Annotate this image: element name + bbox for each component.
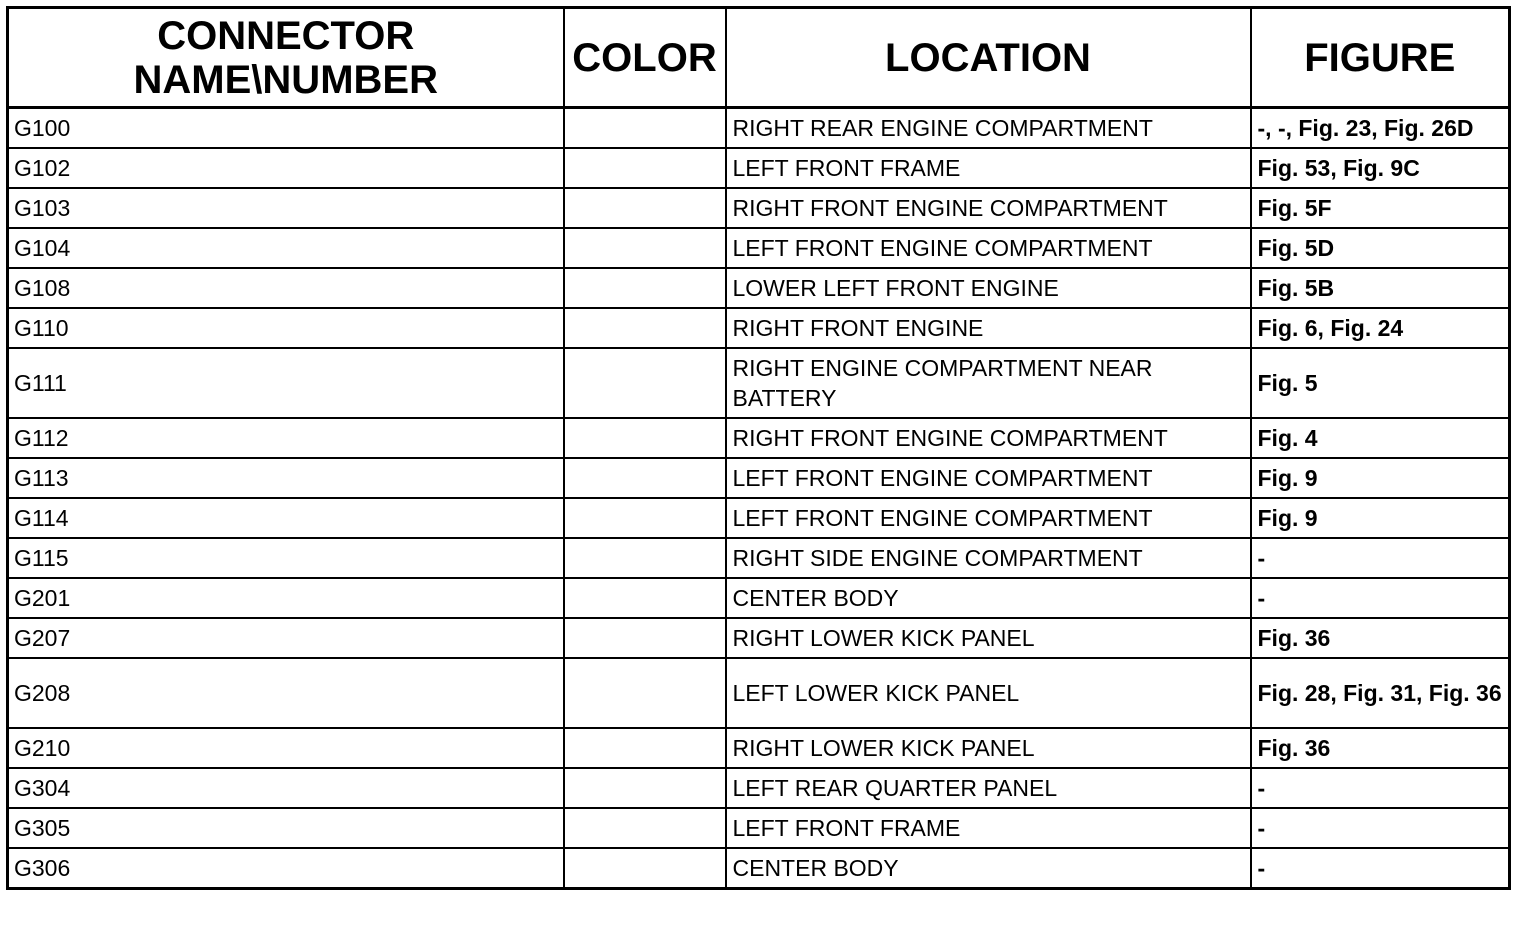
color-cell <box>564 188 726 228</box>
connector-cell: G112 <box>8 418 564 458</box>
connector-cell: G306 <box>8 848 564 889</box>
table-row <box>8 808 1510 848</box>
color-cell <box>564 268 726 308</box>
location-cell: LEFT FRONT ENGINE COMPARTMENT <box>726 228 1251 268</box>
connector-cell: G210 <box>8 728 564 768</box>
header-location: LOCATION <box>726 8 1251 108</box>
connector-cell: G115 <box>8 538 564 578</box>
color-cell <box>564 578 726 618</box>
figure-cell: Fig. 5B <box>1251 268 1510 308</box>
color-cell <box>564 618 726 658</box>
location-cell: RIGHT FRONT ENGINE COMPARTMENT <box>726 418 1251 458</box>
connector-cell: G304 <box>8 768 564 808</box>
connector-cell: G208 <box>8 658 564 728</box>
location-cell: CENTER BODY <box>726 848 1251 889</box>
connector-cell: G104 <box>8 228 564 268</box>
location-cell: LEFT FRONT FRAME <box>726 808 1251 848</box>
table-row <box>8 108 1510 149</box>
location-cell: LEFT REAR QUARTER PANEL <box>726 768 1251 808</box>
connector-cell: G108 <box>8 268 564 308</box>
table-row <box>8 658 1510 728</box>
figure-cell: Fig. 5D <box>1251 228 1510 268</box>
figure-cell: -, -, Fig. 23, Fig. 26D <box>1251 108 1510 149</box>
figure-cell: Fig. 9 <box>1251 458 1510 498</box>
connector-cell: G111 <box>8 348 564 418</box>
figure-cell: Fig. 28, Fig. 31, Fig. 36 <box>1251 658 1510 728</box>
table-row <box>8 148 1510 188</box>
header-figure: FIGURE <box>1251 8 1510 108</box>
location-cell: LEFT LOWER KICK PANEL <box>726 658 1251 728</box>
figure-cell: Fig. 5F <box>1251 188 1510 228</box>
table-row <box>8 308 1510 348</box>
location-cell: RIGHT SIDE ENGINE COMPARTMENT <box>726 538 1251 578</box>
table-row <box>8 728 1510 768</box>
table-row <box>8 188 1510 228</box>
figure-cell: - <box>1251 578 1510 618</box>
connector-cell: G103 <box>8 188 564 228</box>
table-row <box>8 618 1510 658</box>
table-row <box>8 418 1510 458</box>
header-color: COLOR <box>564 8 726 108</box>
location-cell: RIGHT FRONT ENGINE <box>726 308 1251 348</box>
table-row <box>8 458 1510 498</box>
connector-cell: G207 <box>8 618 564 658</box>
figure-cell: - <box>1251 848 1510 889</box>
color-cell <box>564 498 726 538</box>
figure-cell: Fig. 6, Fig. 24 <box>1251 308 1510 348</box>
location-cell: RIGHT LOWER KICK PANEL <box>726 618 1251 658</box>
table-row <box>8 348 1510 418</box>
table-header <box>8 8 1510 108</box>
table-row <box>8 578 1510 618</box>
location-cell: RIGHT FRONT ENGINE COMPARTMENT <box>726 188 1251 228</box>
connector-cell: G110 <box>8 308 564 348</box>
location-cell: LOWER LEFT FRONT ENGINE <box>726 268 1251 308</box>
color-cell <box>564 728 726 768</box>
color-cell <box>564 458 726 498</box>
location-cell: LEFT FRONT ENGINE COMPARTMENT <box>726 458 1251 498</box>
color-cell <box>564 538 726 578</box>
location-cell: RIGHT ENGINE COMPARTMENT NEAR BATTERY <box>726 348 1251 418</box>
figure-cell: - <box>1251 808 1510 848</box>
table-row <box>8 848 1510 889</box>
color-cell <box>564 808 726 848</box>
figure-cell: Fig. 4 <box>1251 418 1510 458</box>
header-connector <box>8 8 564 108</box>
figure-cell: Fig. 36 <box>1251 618 1510 658</box>
connector-cell: G100 <box>8 108 564 149</box>
color-cell <box>564 848 726 889</box>
figure-cell: Fig. 9 <box>1251 498 1510 538</box>
table-row <box>8 228 1510 268</box>
table-row <box>8 768 1510 808</box>
location-cell: LEFT FRONT FRAME <box>726 148 1251 188</box>
color-cell <box>564 418 726 458</box>
color-cell <box>564 768 726 808</box>
location-cell: LEFT FRONT ENGINE COMPARTMENT <box>726 498 1251 538</box>
color-cell <box>564 308 726 348</box>
connector-table <box>6 6 1511 890</box>
figure-cell: Fig. 5 <box>1251 348 1510 418</box>
location-cell: CENTER BODY <box>726 578 1251 618</box>
location-cell: RIGHT REAR ENGINE COMPARTMENT <box>726 108 1251 149</box>
color-cell <box>564 228 726 268</box>
color-cell <box>564 108 726 149</box>
figure-cell: Fig. 36 <box>1251 728 1510 768</box>
table-row <box>8 538 1510 578</box>
header-connector-line2: NAME\NUMBER <box>133 57 438 102</box>
header-connector-line1: CONNECTOR <box>157 13 415 58</box>
table-row <box>8 268 1510 308</box>
table-body <box>8 108 1510 889</box>
table-row <box>8 498 1510 538</box>
connector-cell: G114 <box>8 498 564 538</box>
color-cell <box>564 348 726 418</box>
figure-cell: - <box>1251 538 1510 578</box>
color-cell <box>564 658 726 728</box>
figure-cell: Fig. 53, Fig. 9C <box>1251 148 1510 188</box>
location-cell: RIGHT LOWER KICK PANEL <box>726 728 1251 768</box>
connector-cell: G113 <box>8 458 564 498</box>
connector-cell: G305 <box>8 808 564 848</box>
header-row <box>8 8 1510 108</box>
figure-cell: - <box>1251 768 1510 808</box>
connector-cell: G102 <box>8 148 564 188</box>
connector-cell: G201 <box>8 578 564 618</box>
color-cell <box>564 148 726 188</box>
